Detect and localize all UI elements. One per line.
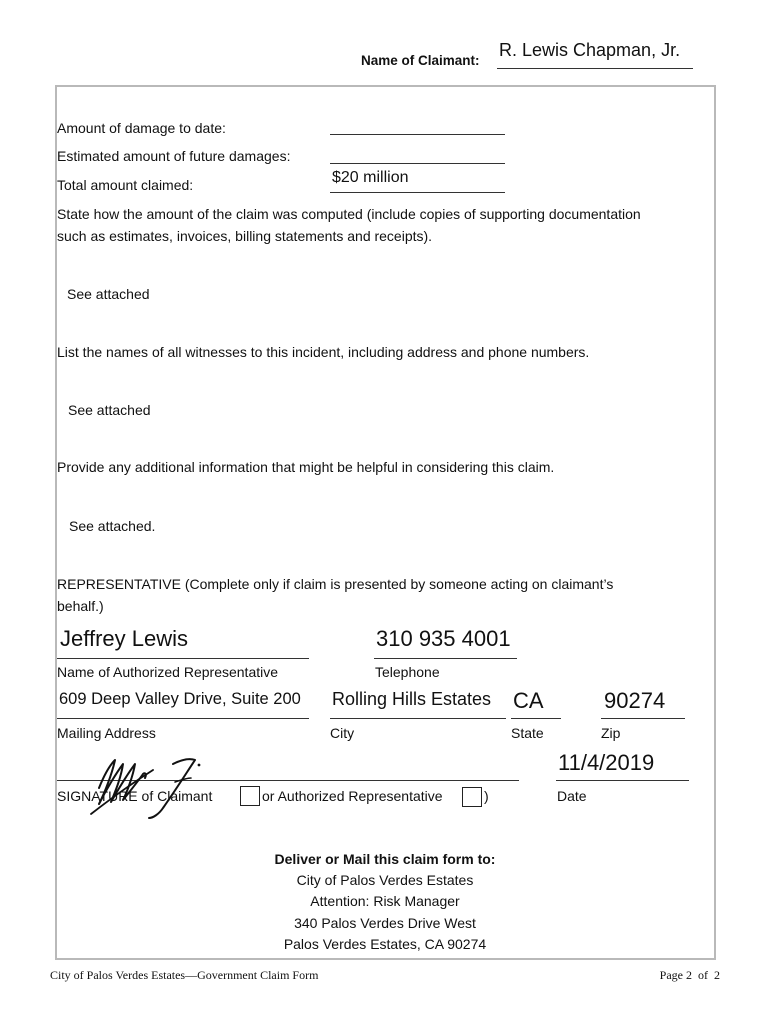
- delivery-attention: Attention: Risk Manager: [310, 893, 460, 910]
- representative-name-underline: [57, 658, 309, 659]
- delivery-heading: Deliver or Mail this claim form to:: [274, 851, 496, 867]
- handwritten-signature: [85, 748, 210, 820]
- state-label: State: [511, 725, 544, 741]
- delivery-city: City of Palos Verdes Estates: [296, 872, 474, 889]
- representative-name-label: Name of Authorized Representative: [57, 664, 279, 680]
- witnesses-answer[interactable]: See attached: [68, 402, 151, 418]
- zip-field[interactable]: 90274: [604, 688, 666, 713]
- authorized-representative-label: or Authorized Representative: [262, 788, 443, 804]
- city-label: City: [330, 725, 355, 741]
- footer-form-title: City of Palos Verdes Estates—Government Claim Form: [50, 968, 319, 982]
- telephone-label: Telephone: [375, 664, 440, 680]
- computation-question-line2: such as estimates, invoices, billing statements and receipts).: [57, 228, 433, 244]
- zip-label: Zip: [601, 725, 621, 741]
- future-damages-underline: [330, 163, 505, 164]
- state-field[interactable]: CA: [513, 688, 544, 713]
- claimant-name-field[interactable]: R. Lewis Chapman, Jr.: [499, 40, 681, 60]
- total-claimed-underline: [330, 192, 505, 193]
- delivery-street: 340 Palos Verdes Drive West: [294, 914, 476, 931]
- additional-info-answer[interactable]: See attached.: [69, 518, 156, 534]
- representative-intro-line1: REPRESENTATIVE (Complete only if claim is presented by someone acting on claimant’s: [57, 576, 614, 592]
- state-underline: [511, 718, 561, 719]
- date-field[interactable]: 11/4/2019: [558, 750, 655, 775]
- mailing-address-field[interactable]: 609 Deep Valley Drive, Suite 200: [59, 690, 301, 708]
- footer-page-number: Page 2 of 2: [659, 968, 720, 982]
- representative-intro-line2: behalf.): [57, 598, 104, 614]
- claimant-name-label: Name of Claimant:: [361, 53, 480, 68]
- delivery-city-state-zip: Palos Verdes Estates, CA 90274: [283, 935, 487, 952]
- total-claimed-label: Total amount claimed:: [57, 177, 194, 193]
- mailing-address-label: Mailing Address: [57, 725, 156, 741]
- claimant-checkbox[interactable]: [240, 786, 260, 806]
- city-underline: [330, 718, 506, 719]
- telephone-field[interactable]: 310 935 4001: [376, 626, 511, 651]
- telephone-underline: [374, 658, 517, 659]
- mailing-address-underline: [57, 718, 309, 719]
- representative-checkbox[interactable]: [462, 787, 482, 807]
- zip-underline: [601, 718, 685, 719]
- total-claimed-field[interactable]: $20 million: [332, 169, 409, 186]
- date-label: Date: [557, 788, 587, 804]
- witnesses-question: List the names of all witnesses to this incident, including address and phone numbers.: [57, 344, 590, 360]
- city-field[interactable]: Rolling Hills Estates: [332, 689, 492, 709]
- signature-claimant-label: SIGNATURE of Claimant: [57, 788, 213, 804]
- claimant-name-underline: [497, 68, 693, 69]
- representative-name-field[interactable]: Jeffrey Lewis: [60, 626, 188, 651]
- signature-close-paren: ): [484, 788, 489, 804]
- additional-info-question: Provide any additional information that might be helpful in considering this claim.: [57, 459, 555, 475]
- amount-to-date-label: Amount of damage to date:: [57, 120, 226, 136]
- computation-question-line1: State how the amount of the claim was computed (include copies of supporting documentation: [57, 206, 641, 222]
- computation-answer[interactable]: See attached: [67, 286, 150, 302]
- future-damages-label: Estimated amount of future damages:: [57, 148, 291, 164]
- amount-to-date-underline: [330, 134, 505, 135]
- delivery-instructions: [0, 849, 770, 955]
- date-underline: [556, 780, 689, 781]
